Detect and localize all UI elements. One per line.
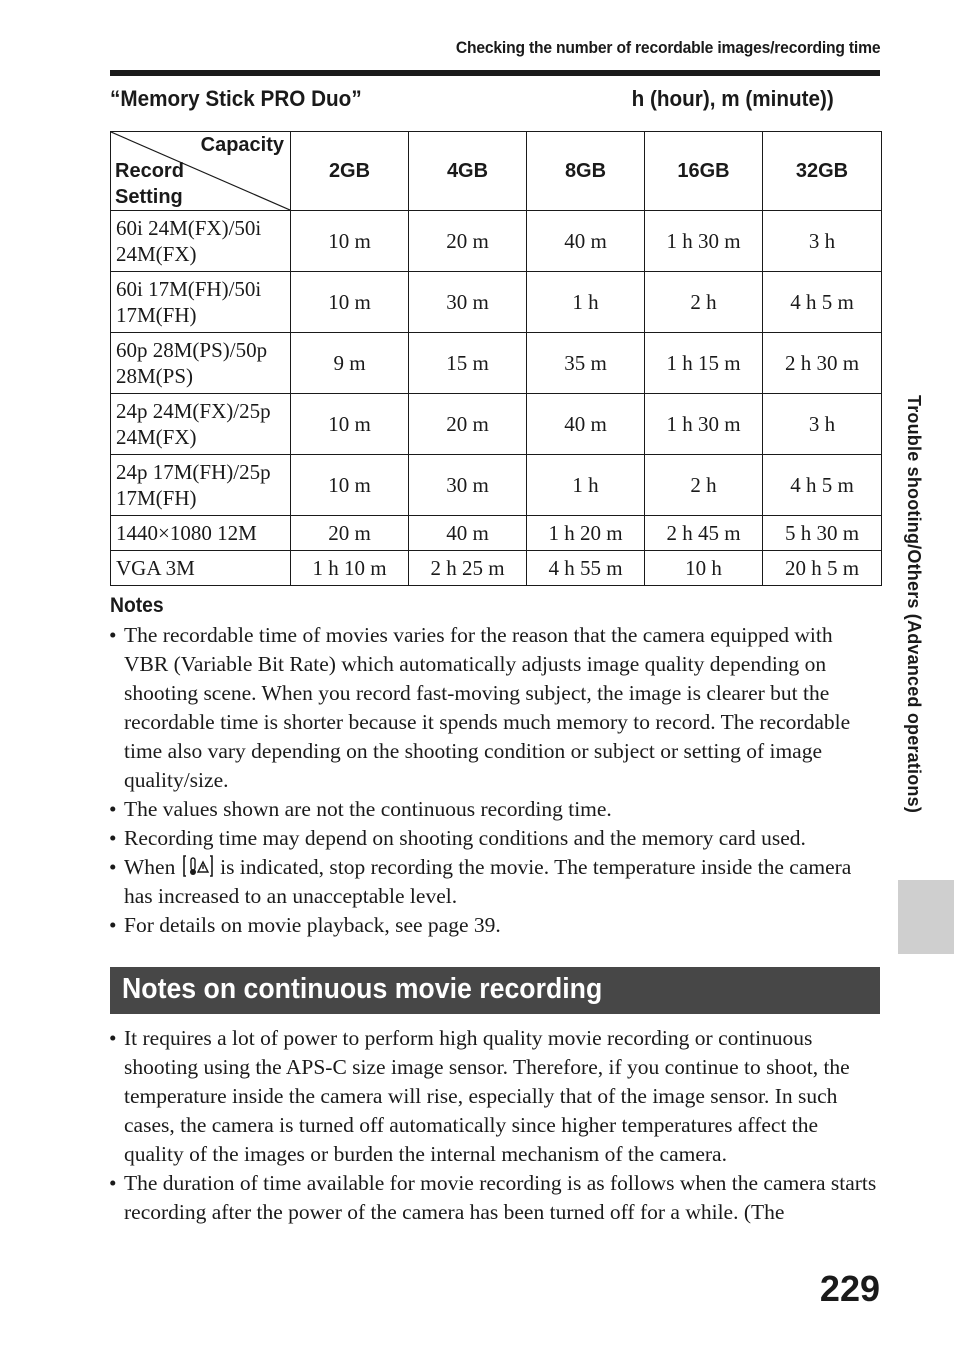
when-rest-text: is indicated, stop recording the movie. The temperature inside the camera has increased to an unacceptable level. [124, 855, 852, 908]
temperature-warning-icon [183, 855, 213, 877]
running-head: Checking the number of recordable images/recording time [455, 38, 880, 57]
row-label: 1440×1080 12M [111, 516, 291, 551]
table-cell: 10 m [291, 455, 409, 516]
table-row [111, 551, 882, 586]
table-row [111, 272, 882, 333]
notes-list [110, 621, 880, 940]
page-number: 229 [819, 1268, 880, 1309]
column-header-4gb: 4GB [409, 132, 527, 211]
table-cell: 30 m [409, 455, 527, 516]
chapter-side-tab [882, 395, 942, 875]
when-text: When [124, 855, 176, 879]
section-title: Notes on continuous movie recording [122, 973, 603, 1005]
table-cell: 4 h 55 m [527, 551, 645, 586]
row-label [111, 272, 291, 333]
corner-record-label [115, 158, 184, 210]
notes-heading: Notes [110, 594, 164, 617]
column-header-16gb: 16GB [645, 132, 763, 211]
table-caption-media: “Memory Stick PRO Duo” [110, 86, 362, 111]
table-row [111, 211, 882, 272]
column-header-2gb: 2GB [291, 132, 409, 211]
table-cell: 20 m [409, 211, 527, 272]
table-cell: 4 h 5 m [763, 455, 882, 516]
row-label-line2: 24M(FX) [116, 242, 197, 266]
chapter-side-tab-label: Trouble shooting/Others (Advanced operations) [904, 395, 924, 814]
table-cell: 10 m [291, 394, 409, 455]
table-caption-row [110, 86, 834, 112]
row-label-line1: 24p 24M(FX)/25p [116, 399, 271, 423]
table-row [111, 455, 882, 516]
table-cell: 1 h 20 m [527, 516, 645, 551]
corner-capacity-label: Capacity [200, 134, 284, 156]
table-cell: 3 h [763, 394, 882, 455]
chapter-thumb-marker [898, 880, 954, 954]
row-label-line1: 60i 24M(FX)/50i [116, 216, 262, 240]
table-cell: 15 m [409, 333, 527, 394]
table-corner-header [111, 132, 291, 211]
column-header-8gb: 8GB [527, 132, 645, 211]
row-label-line1: 24p 17M(FH)/25p [116, 460, 271, 484]
header-rule [110, 70, 880, 76]
table-row [111, 516, 882, 551]
list-item: • The recordable time of movies varies for the reason that the camera equipped with VBR (Variable Bit Rate) which automatically adjusts image quality depending on shooting scene. When you record fast-moving subject, the image is clearer but the recordable time is shorter because it spends much memory to record. The recordable time also vary depending on the shooting condition or subject or setting of image quality/size. [110, 621, 880, 795]
table-cell: 10 h [645, 551, 763, 586]
table-cell: 2 h 25 m [409, 551, 527, 586]
table-cell: 1 h [527, 455, 645, 516]
table-cell: 2 h [645, 272, 763, 333]
row-label [111, 333, 291, 394]
row-label-line2: 17M(FH) [116, 486, 197, 510]
table-cell: 1 h [527, 272, 645, 333]
row-label-line1: 60i 17M(FH)/50i [116, 277, 262, 301]
table-row [111, 394, 882, 455]
table-cell: 1 h 30 m [645, 211, 763, 272]
continuous-recording-list [110, 1024, 880, 1227]
list-item: • It requires a lot of power to perform high quality movie recording or continuous shooting using the APS-C size image sensor. Therefore, if you continue to shoot, the temperature inside the camera will rise, especially that of the image sensor. In such cases, the camera is turned off automatically since higher temperatures affect the quality of the images or burden the internal mechanism of the camera. [110, 1024, 880, 1169]
corner-record-line2: Setting [115, 186, 183, 208]
table-cell: 4 h 5 m [763, 272, 882, 333]
table-cell: 10 m [291, 272, 409, 333]
table-cell: 1 h 30 m [645, 394, 763, 455]
list-item: • For details on movie playback, see page 39. [110, 911, 880, 940]
table-cell: 40 m [527, 211, 645, 272]
list-item: • Recording time may depend on shooting conditions and the memory card used. [110, 824, 880, 853]
corner-record-line1: Record [115, 160, 184, 182]
table-row [111, 333, 882, 394]
row-label-line2: 28M(PS) [116, 364, 194, 388]
row-label [111, 211, 291, 272]
table-cell: 40 m [527, 394, 645, 455]
list-item: • The duration of time available for movie recording is as follows when the camera starts recording after the power of the camera has been turned off for a while. (The [110, 1169, 880, 1227]
table-cell: 1 h 10 m [291, 551, 409, 586]
section-heading-bar [110, 967, 880, 1014]
row-label-line1: 60p 28M(PS)/50p [116, 338, 268, 362]
table-cell: 2 h 30 m [763, 333, 882, 394]
table-cell: 3 h [763, 211, 882, 272]
table-cell: 20 m [291, 516, 409, 551]
table-cell: 2 h [645, 455, 763, 516]
list-item: • The values shown are not the continuous recording time. [110, 795, 880, 824]
table-cell: 2 h 45 m [645, 516, 763, 551]
table-caption-units: h (hour), m (minute)) [631, 86, 834, 111]
table-cell: 35 m [527, 333, 645, 394]
table-cell: 10 m [291, 211, 409, 272]
row-label-line2: 17M(FH) [116, 303, 197, 327]
recording-time-table [110, 131, 882, 586]
row-label-line2: 24M(FX) [116, 425, 197, 449]
row-label [111, 455, 291, 516]
row-label: VGA 3M [111, 551, 291, 586]
table-cell: 20 h 5 m [763, 551, 882, 586]
table-cell: 9 m [291, 333, 409, 394]
row-label [111, 394, 291, 455]
table-cell: 5 h 30 m [763, 516, 882, 551]
table-cell: 1 h 15 m [645, 333, 763, 394]
list-item [110, 853, 880, 911]
table-cell: 40 m [409, 516, 527, 551]
table-cell: 20 m [409, 394, 527, 455]
table-cell: 30 m [409, 272, 527, 333]
column-header-32gb: 32GB [763, 132, 882, 211]
